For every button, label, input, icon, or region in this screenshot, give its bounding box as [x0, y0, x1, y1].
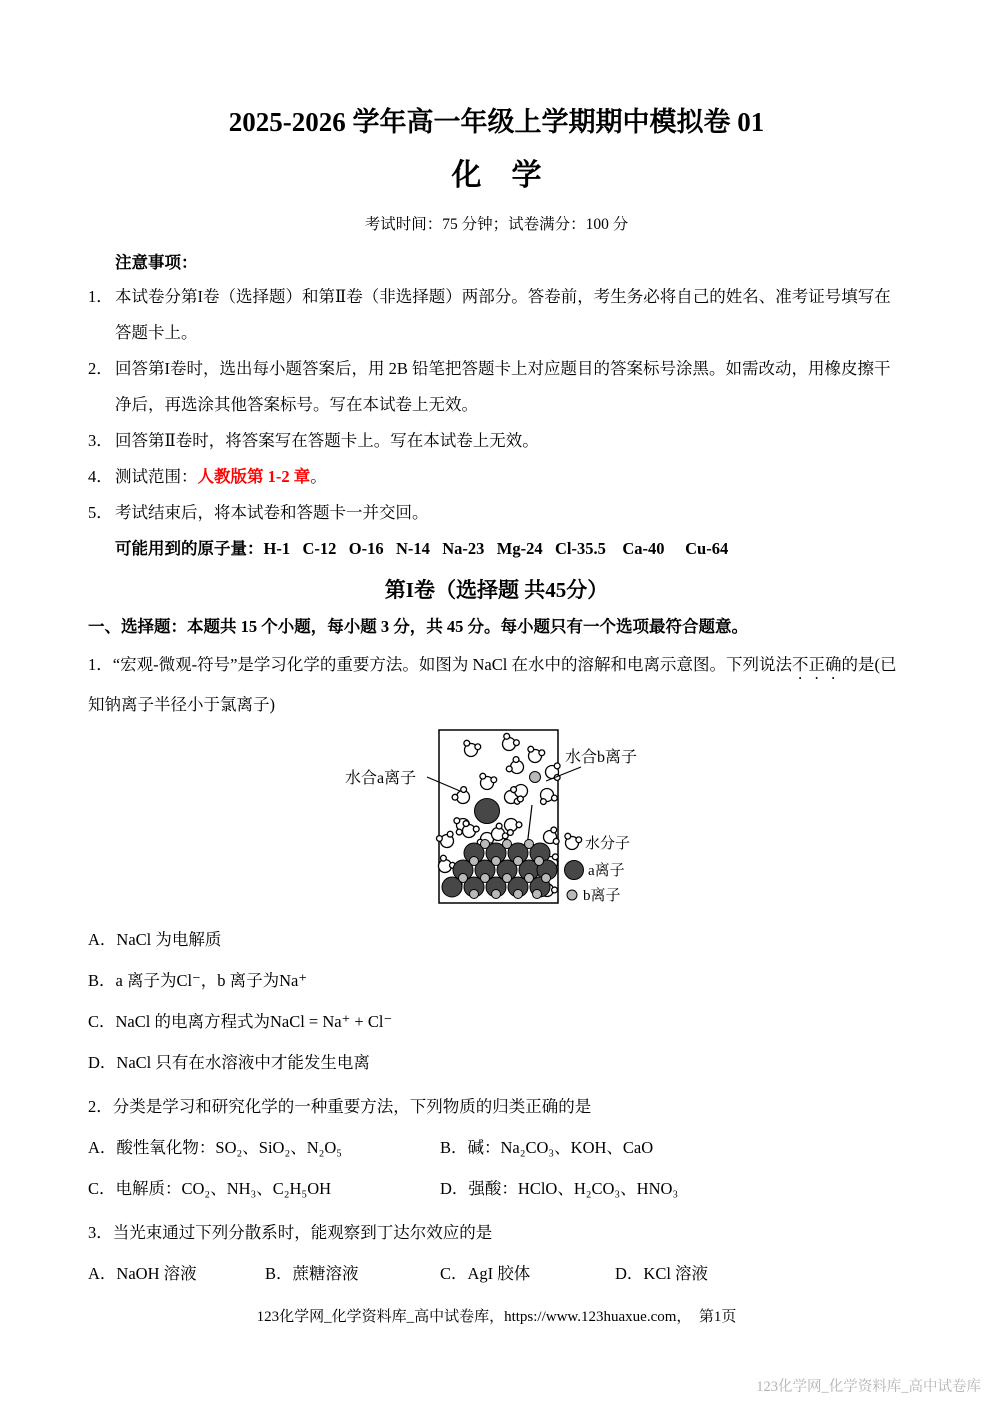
notice-item-text: 测试范围：	[115, 467, 198, 486]
option-text: KCl 溶液	[643, 1264, 709, 1283]
question-text-after: 的是(已知钠离子半径小于氯离子)	[88, 655, 897, 714]
option-key: A．	[88, 930, 117, 949]
label-hydrated-a-ion: 水合a离子	[344, 770, 416, 787]
legend-a-ion-label: a离子	[587, 863, 625, 879]
notice-item-text: 。	[310, 467, 327, 486]
option-text: NaOH 溶液	[116, 1264, 197, 1283]
option-text: NaCl 的电离方程式为NaCl = Na⁺ + Cl⁻	[115, 1012, 393, 1031]
question-3-options	[88, 1253, 905, 1294]
option-key: D．	[615, 1264, 644, 1283]
notice-item-number: 5．	[88, 503, 113, 522]
option-text: NaCl 只有在水溶液中才能发生电离	[116, 1053, 370, 1072]
option-c	[88, 1001, 905, 1042]
b-ion-icon	[567, 890, 577, 900]
option-text: NaCl 为电解质	[116, 930, 222, 949]
hydrated-a-ion	[449, 773, 524, 848]
section1-header: 第I卷（选择题 共45分）	[384, 578, 609, 602]
atomic-masses-line: 可能用到的原子量：H-1 C-12 O-16 N-14 Na-23 Mg-24 Cl-35.5 Ca-40 Cu-64	[115, 539, 729, 558]
a-ion-icon	[564, 861, 583, 880]
free-water-molecules	[463, 733, 520, 757]
notice-item-number: 2．	[88, 359, 113, 378]
option-d	[440, 1168, 905, 1209]
option-key: C．	[440, 1264, 468, 1283]
notice-item-5	[88, 495, 905, 531]
notice-item-2	[88, 351, 905, 423]
option-b	[440, 1127, 905, 1168]
option-key: B．	[265, 1264, 293, 1283]
pointer-line-a-label	[427, 777, 460, 791]
test-scope-highlight: 人教版第 1-2 章	[197, 467, 311, 486]
watermark: 123化学网_化学资料库_高中试卷库	[756, 1379, 981, 1395]
notice-item-text: 考试结束后，将本试卷和答题卡一并交回。	[115, 503, 429, 522]
notice-item-text: 回答第I卷时，选出每小题答案后，用 2B 铅笔把答题卡上对应题目的答案标号涂黑。如需改动，用橡皮擦干净后，再选涂其他答案标号。写在本试卷上无效。	[115, 359, 891, 414]
option-text: a 离子为Cl⁻，b 离子为Na⁺	[115, 971, 308, 990]
exam-info: 考试时间：75 分钟；试卷满分：100 分	[364, 216, 629, 233]
notice-item-1	[88, 279, 905, 351]
water-molecule-icon	[564, 833, 581, 849]
option-text: 强酸：HClO、H₂CO₃、HNO₃	[468, 1179, 679, 1198]
notice-heading: 注意事项：	[115, 253, 198, 272]
option-c	[88, 1168, 440, 1209]
question-2-options	[88, 1127, 905, 1209]
option-b	[265, 1253, 440, 1294]
notice-item-text: 本试卷分第I卷（选择题）和第Ⅱ卷（非选择题）两部分。答卷前，考生务必将自己的姓名、准考证号填写在答题卡上。	[115, 287, 891, 342]
option-key: B．	[88, 971, 116, 990]
diagram-legend	[564, 833, 630, 904]
question-3-text	[88, 1213, 905, 1253]
option-a	[88, 919, 905, 960]
notice-item-number: 3．	[88, 431, 113, 450]
option-key: A．	[88, 1138, 117, 1157]
option-key: D．	[440, 1179, 469, 1198]
option-b	[88, 960, 905, 1001]
question-number: 2．	[88, 1097, 113, 1116]
option-text: 蔗糖溶液	[292, 1264, 359, 1283]
question-text: 当光束通过下列分散系时，能观察到丁达尔效应的是	[112, 1223, 493, 1242]
nacl-dissolution-diagram	[341, 727, 653, 912]
notice-item-number: 4．	[88, 467, 113, 486]
section1-instruction: 一、选择题：本题共 15 个小题，每小题 3 分，共 45 分。每小题只有一个选项最符合题意。	[88, 617, 748, 636]
question-number: 3．	[88, 1223, 113, 1242]
question-2-text	[88, 1087, 905, 1127]
legend-water-label: 水分子	[584, 836, 630, 852]
option-text: 酸性氧化物：SO₂、SiO₂、N₂O₅	[116, 1138, 343, 1157]
option-c	[440, 1253, 615, 1294]
question-text: 分类是学习和研究化学的一种重要方法，下列物质的归类正确的是	[112, 1097, 592, 1116]
question-text-before: “宏观-微观-符号”是学习化学的重要方法。如图为 NaCl 在水中的溶解和电离示意图。下列说法	[112, 655, 792, 674]
option-key: A．	[88, 1264, 117, 1283]
question-number: 1．	[88, 655, 113, 674]
option-a	[88, 1253, 265, 1294]
option-key: C．	[88, 1179, 116, 1198]
question-1-options	[88, 919, 905, 1083]
option-text: 电解质：CO₂、NH₃、C₂H₅OH	[115, 1179, 332, 1198]
notice-item-3	[88, 423, 905, 459]
option-key: B．	[440, 1138, 468, 1157]
option-key: D．	[88, 1053, 117, 1072]
emphasized-incorrect-text: 不正确	[791, 655, 842, 674]
question-1-text	[88, 645, 905, 725]
page-title: 2025-2026 学年高一年级上学期期中模拟卷 01	[228, 107, 765, 137]
label-hydrated-b-ion: 水合b离子	[564, 749, 637, 766]
option-text: AgI 胶体	[467, 1264, 531, 1283]
crystal-lattice	[435, 820, 563, 900]
diagram-wrap	[88, 727, 905, 917]
option-d	[615, 1253, 905, 1294]
legend-b-ion-label: b离子	[582, 888, 621, 904]
option-key: C．	[88, 1012, 116, 1031]
option-a	[88, 1127, 440, 1168]
notice-item-text: 回答第Ⅱ卷时，将答案写在答题卡上。写在本试卷上无效。	[115, 431, 539, 450]
option-text: 碱：Na₂CO₃、KOH、CaO	[467, 1138, 654, 1157]
notice-item-4	[88, 459, 905, 495]
footer-line: 123化学网_化学资料库_高中试卷库，https://www.123huaxue.com， 第1页	[256, 1309, 737, 1325]
subject-title: 化 学	[451, 159, 542, 192]
option-d	[88, 1042, 905, 1083]
notice-item-number: 1．	[88, 287, 113, 306]
